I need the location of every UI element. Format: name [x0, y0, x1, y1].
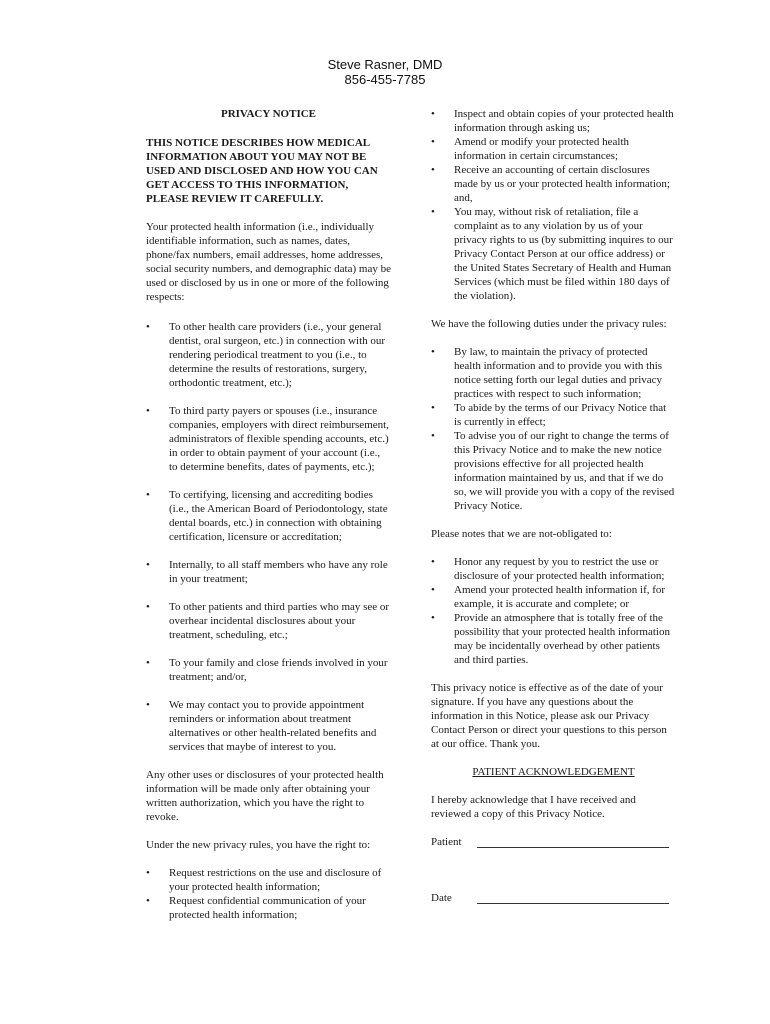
list-item: • Amend your protected health information if, for example, it is accurate and complete; or [431, 583, 676, 611]
intro-paragraph: Your protected health information (i.e., individually identifiable information, such as names, dates, phone/fax numbers, email addresses, home addresses, social security numbers, and demographic data) may be used or disclosed by us in one or more of the following respects: [146, 221, 391, 303]
list-item: • Request confidential communication of your protected health information; [146, 894, 391, 922]
list-item: • To advise you of our right to change the terms of this Privacy Notice and to make the new notice provisions effective for all projected health information maintained by us, and that if we do so, we will provide you with a copy of the revised Privacy Notice. [431, 429, 676, 513]
effective-paragraph: This privacy notice is effective as of the date of your signature. If you have any questions about the information in this Notice, please ask our Privacy Contact Person or direct your questions to this person at our office. Thank you. [431, 682, 667, 750]
date-label: Date [431, 892, 452, 904]
list-item: • We may contact you to provide appointment reminders or information about treatment alternatives or other health-related benefits and services that maybe of interest to you. [146, 698, 391, 754]
list-item: • To your family and close friends involved in your treatment; and/or, [146, 656, 391, 684]
list-item: • Receive an accounting of certain disclosures made by us or your protected health information; [431, 163, 676, 191]
duties-intro: We have the following duties under the privacy rules: [431, 318, 667, 330]
notice-title: PRIVACY NOTICE [220, 108, 317, 120]
date-signature-row [431, 891, 676, 905]
date-signature-line[interactable] [477, 903, 669, 904]
list-item: • Provide an atmosphere that is totally free of the possibility that your protected health information may be incidentally overhead by other patients and third parties. [431, 611, 676, 667]
practice-name: Steve Rasner, DMD [327, 57, 443, 72]
patient-label: Patient [431, 836, 462, 848]
list-item: • By law, to maintain the privacy of protected health information and to provide you with this notice setting forth our legal duties and privacy practices with respect to such information; [431, 345, 676, 401]
list-item: • Inspect and obtain copies of your protected health information through asking us; [431, 107, 676, 135]
acknowledgement-title: PATIENT ACKNOWLEDGEMENT [472, 766, 635, 778]
list-item: • Request restrictions on the use and disclosure of your protected health information; [146, 866, 391, 894]
list-item: • Internally, to all staff members who have any role in your treatment; [146, 558, 391, 586]
acknowledgement-text: I hereby acknowledge that I have received and reviewed a copy of this Privacy Notice. [431, 794, 636, 820]
notice-warning: THIS NOTICE DESCRIBES HOW MEDICAL INFORMATION ABOUT YOU MAY NOT BE USED AND DISCLOSED AND HOW YOU CAN GET ACCESS TO THIS INFORMATION, PLEASE REVIEW IT CAREFULLY. [146, 137, 378, 205]
list-item: • To abide by the terms of our Privacy Notice that is currently in effect; [431, 401, 676, 429]
list-item: • To certifying, licensing and accrediting bodies (i.e., the American Board of Periodontology, state dental boards, etc.) in connection with obtaining certification, licensure or accreditation; [146, 488, 391, 544]
rights-list-continued [431, 107, 676, 191]
practice-phone: 856-455-7785 [344, 72, 426, 87]
complaint-list [431, 205, 676, 303]
patient-signature-line[interactable] [477, 847, 669, 848]
patient-signature-row [431, 835, 676, 849]
not-obligated-list [431, 555, 676, 667]
practice-header [0, 57, 770, 87]
list-item: • You may, without risk of retaliation, file a complaint as to any violation by us of your privacy rights to us (by submitting inquires to our Privacy Contact Person at our office address) or the United States Secretary of Health and Human Services (which must be filed within 180 days of the violation). [431, 205, 676, 303]
rights-list [146, 866, 391, 922]
uses-list [146, 320, 391, 754]
list-item: • To other health care providers (i.e., your general dentist, oral surgeon, etc.) in connection with our rendering periodical treatment to you (i.e., to determine the results of restorations, surgery, orthodontic treatment, etc.); [146, 320, 391, 390]
list-item: • Amend or modify your protected health information in certain circumstances; [431, 135, 676, 163]
not-obligated-intro: Please notes that we are not-obligated to: [431, 528, 612, 540]
list-item: • To third party payers or spouses (i.e., insurance companies, employers with direct reimbursement, administrators of flexible spending accounts, etc.) in order to obtain payment of your account (i.e., to determine benefits, dates of payments, etc.); [146, 404, 391, 474]
left-column [146, 107, 391, 922]
duties-list [431, 345, 676, 513]
list-item: • To other patients and third parties who may see or overhear incidental disclosures about your treatment, scheduling, etc.; [146, 600, 391, 642]
other-uses-paragraph: Any other uses or disclosures of your protected health information will be made only after obtaining your written authorization, which you have the right to revoke. [146, 769, 384, 823]
and-text: and, [454, 192, 473, 204]
right-column [431, 107, 676, 905]
rights-intro: Under the new privacy rules, you have the right to: [146, 839, 371, 851]
list-item: • Honor any request by you to restrict the use or disclosure of your protected health information; [431, 555, 676, 583]
